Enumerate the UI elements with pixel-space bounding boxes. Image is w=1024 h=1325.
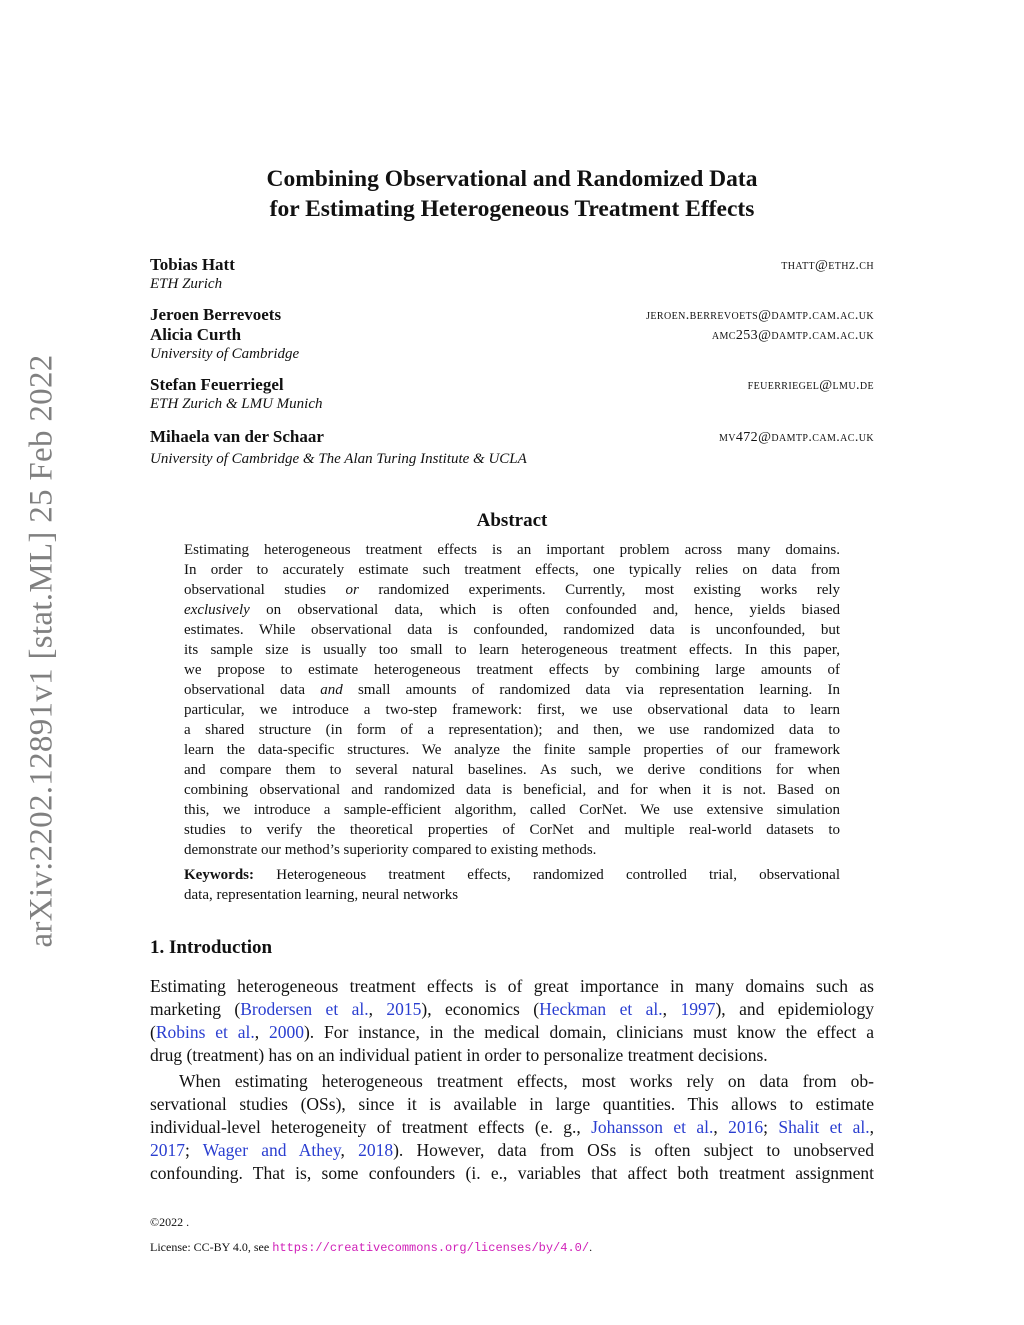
paper-title-line-1: Combining Observational and Randomized Data bbox=[266, 166, 758, 192]
citation-year-link[interactable]: 2018 bbox=[358, 1140, 394, 1160]
abstract-line: estimates. While observational data is confounded, randomized data is unconfounded, but bbox=[184, 622, 840, 638]
citation-year-link[interactable]: 2017 bbox=[150, 1140, 185, 1160]
author-affiliation: ETH Zurich bbox=[150, 276, 223, 292]
abstract-line: its sample size is usually too small to learn heterogeneous treatment effects. In this paper, bbox=[184, 642, 840, 658]
author-email: thatt@ethz.ch bbox=[781, 258, 874, 273]
body-line: drug (treatment) has on an individual patient in order to personalize treatment decisions. bbox=[150, 1045, 768, 1065]
body-line: (Robins et al., 2000). For instance, in the medical domain, clinicians must know the effect a bbox=[150, 1022, 875, 1042]
abstract-line: studies to verify the theoretical properties of CorNet and multiple real-world datasets to bbox=[184, 822, 840, 838]
author-affiliation: ETH Zurich & LMU Munich bbox=[150, 396, 323, 412]
citation-link[interactable]: Wager and Athey bbox=[202, 1140, 341, 1160]
abstract-line: In order to accurately estimate such treatment effects, one typically relies on data from bbox=[184, 562, 840, 578]
abstract-line: particular, we introduce a two-step framework: first, we use observational data to learn bbox=[184, 702, 840, 718]
keywords-line: data, representation learning, neural networks bbox=[184, 887, 459, 903]
abstract-line: learn the data-specific structures. We analyze the finite sample properties of our framework bbox=[184, 742, 840, 758]
body-line: servational studies (OSs), since it is available in large quantities. This allows to estimate bbox=[150, 1094, 874, 1114]
arxiv-identifier: arXiv:2202.12891v1 [stat.ML] 25 Feb 2022 bbox=[23, 354, 60, 948]
citation-link[interactable]: Shalit et al. bbox=[778, 1117, 870, 1137]
abstract-line: exclusively on observational data, which is often confounded and, hence, yields biased bbox=[184, 602, 840, 618]
author-email: amc253@damtp.cam.ac.uk bbox=[711, 328, 874, 343]
author-email: mv472@damtp.cam.ac.uk bbox=[718, 430, 874, 445]
abstract-line: and compare them to several natural baselines. As such, we derive conditions for when bbox=[184, 762, 840, 778]
paper-title-line-2: for Estimating Heterogeneous Treatment Effects bbox=[269, 196, 755, 222]
abstract-line: combining observational and randomized data is beneficial, and for when it is not. Based on bbox=[184, 782, 840, 798]
citation-year-link[interactable]: 1997 bbox=[680, 999, 716, 1019]
author-affiliation: University of Cambridge & The Alan Turing Institute & UCLA bbox=[150, 451, 527, 467]
citation-link[interactable]: Brodersen et al. bbox=[240, 999, 369, 1019]
body-line: 2017; Wager and Athey, 2018). However, data from OSs is often subject to unobserved bbox=[150, 1140, 875, 1160]
abstract-heading: Abstract bbox=[476, 510, 548, 531]
citation-year-link[interactable]: 2000 bbox=[268, 1022, 304, 1042]
keywords-line: Keywords: Heterogeneous treatment effects, randomized controlled trial, observational bbox=[184, 867, 840, 883]
author-name: Tobias Hatt bbox=[150, 255, 235, 274]
body-line: When estimating heterogeneous treatment effects, most works rely on data from ob- bbox=[179, 1071, 874, 1091]
author-name: Alicia Curth bbox=[150, 325, 242, 344]
abstract-line: a shared structure (in form of a representation); and then, we use randomized data to bbox=[184, 722, 840, 738]
author-email: jeroen.berrevoets@damtp.cam.ac.uk bbox=[646, 308, 874, 323]
author-name: Stefan Feuerriegel bbox=[150, 375, 284, 394]
citation-year-link[interactable]: 2015 bbox=[386, 999, 422, 1019]
abstract-line: observational data and small amounts of randomized data via representation learning. In bbox=[184, 682, 840, 698]
citation-link[interactable]: Johansson et al. bbox=[591, 1117, 714, 1137]
body-line: individual-level heterogeneity of treatment effects (e. g., Johansson et al., 2016; Shalit et al., bbox=[150, 1117, 874, 1137]
author-affiliation: University of Cambridge bbox=[150, 346, 300, 362]
abstract-line: this, we introduce a sample-efficient algorithm, called CorNet. We use extensive simulation bbox=[184, 802, 840, 818]
abstract-line: we propose to estimate heterogeneous treatment effects by combining large amounts of bbox=[184, 662, 840, 678]
body-line: Estimating heterogeneous treatment effects is of great importance in many domains such as bbox=[150, 976, 874, 996]
body-line: marketing (Brodersen et al., 2015), economics (Heckman et al., 1997), and epidemiology bbox=[150, 999, 874, 1019]
author-email: feuerriegel@lmu.de bbox=[747, 378, 874, 393]
body-line: confounding. That is, some confounders (i. e., variables that affect both treatment assignment bbox=[150, 1163, 874, 1183]
citation-link[interactable]: Heckman et al. bbox=[539, 999, 663, 1019]
citation-year-link[interactable]: 2016 bbox=[728, 1117, 764, 1137]
citation-link[interactable]: Robins et al. bbox=[155, 1022, 255, 1042]
abstract-line: demonstrate our method’s superiority compared to existing methods. bbox=[184, 842, 597, 858]
license-url-link[interactable]: https://creativecommons.org/licenses/by/4.0/ bbox=[272, 1241, 590, 1255]
abstract-line: Estimating heterogeneous treatment effects is an important problem across many domains. bbox=[184, 542, 840, 558]
author-name: Mihaela van der Schaar bbox=[150, 427, 324, 446]
abstract-line: observational studies or randomized experiments. Currently, most existing works rely bbox=[184, 582, 841, 598]
section-heading-introduction: 1. Introduction bbox=[150, 937, 273, 958]
author-name: Jeroen Berrevoets bbox=[150, 305, 282, 324]
license-notice: License: CC-BY 4.0, see https://creativecommons.org/licenses/by/4.0/. bbox=[150, 1240, 593, 1255]
copyright-notice: ©2022 . bbox=[150, 1215, 190, 1229]
keywords-label: Keywords: bbox=[184, 867, 254, 883]
